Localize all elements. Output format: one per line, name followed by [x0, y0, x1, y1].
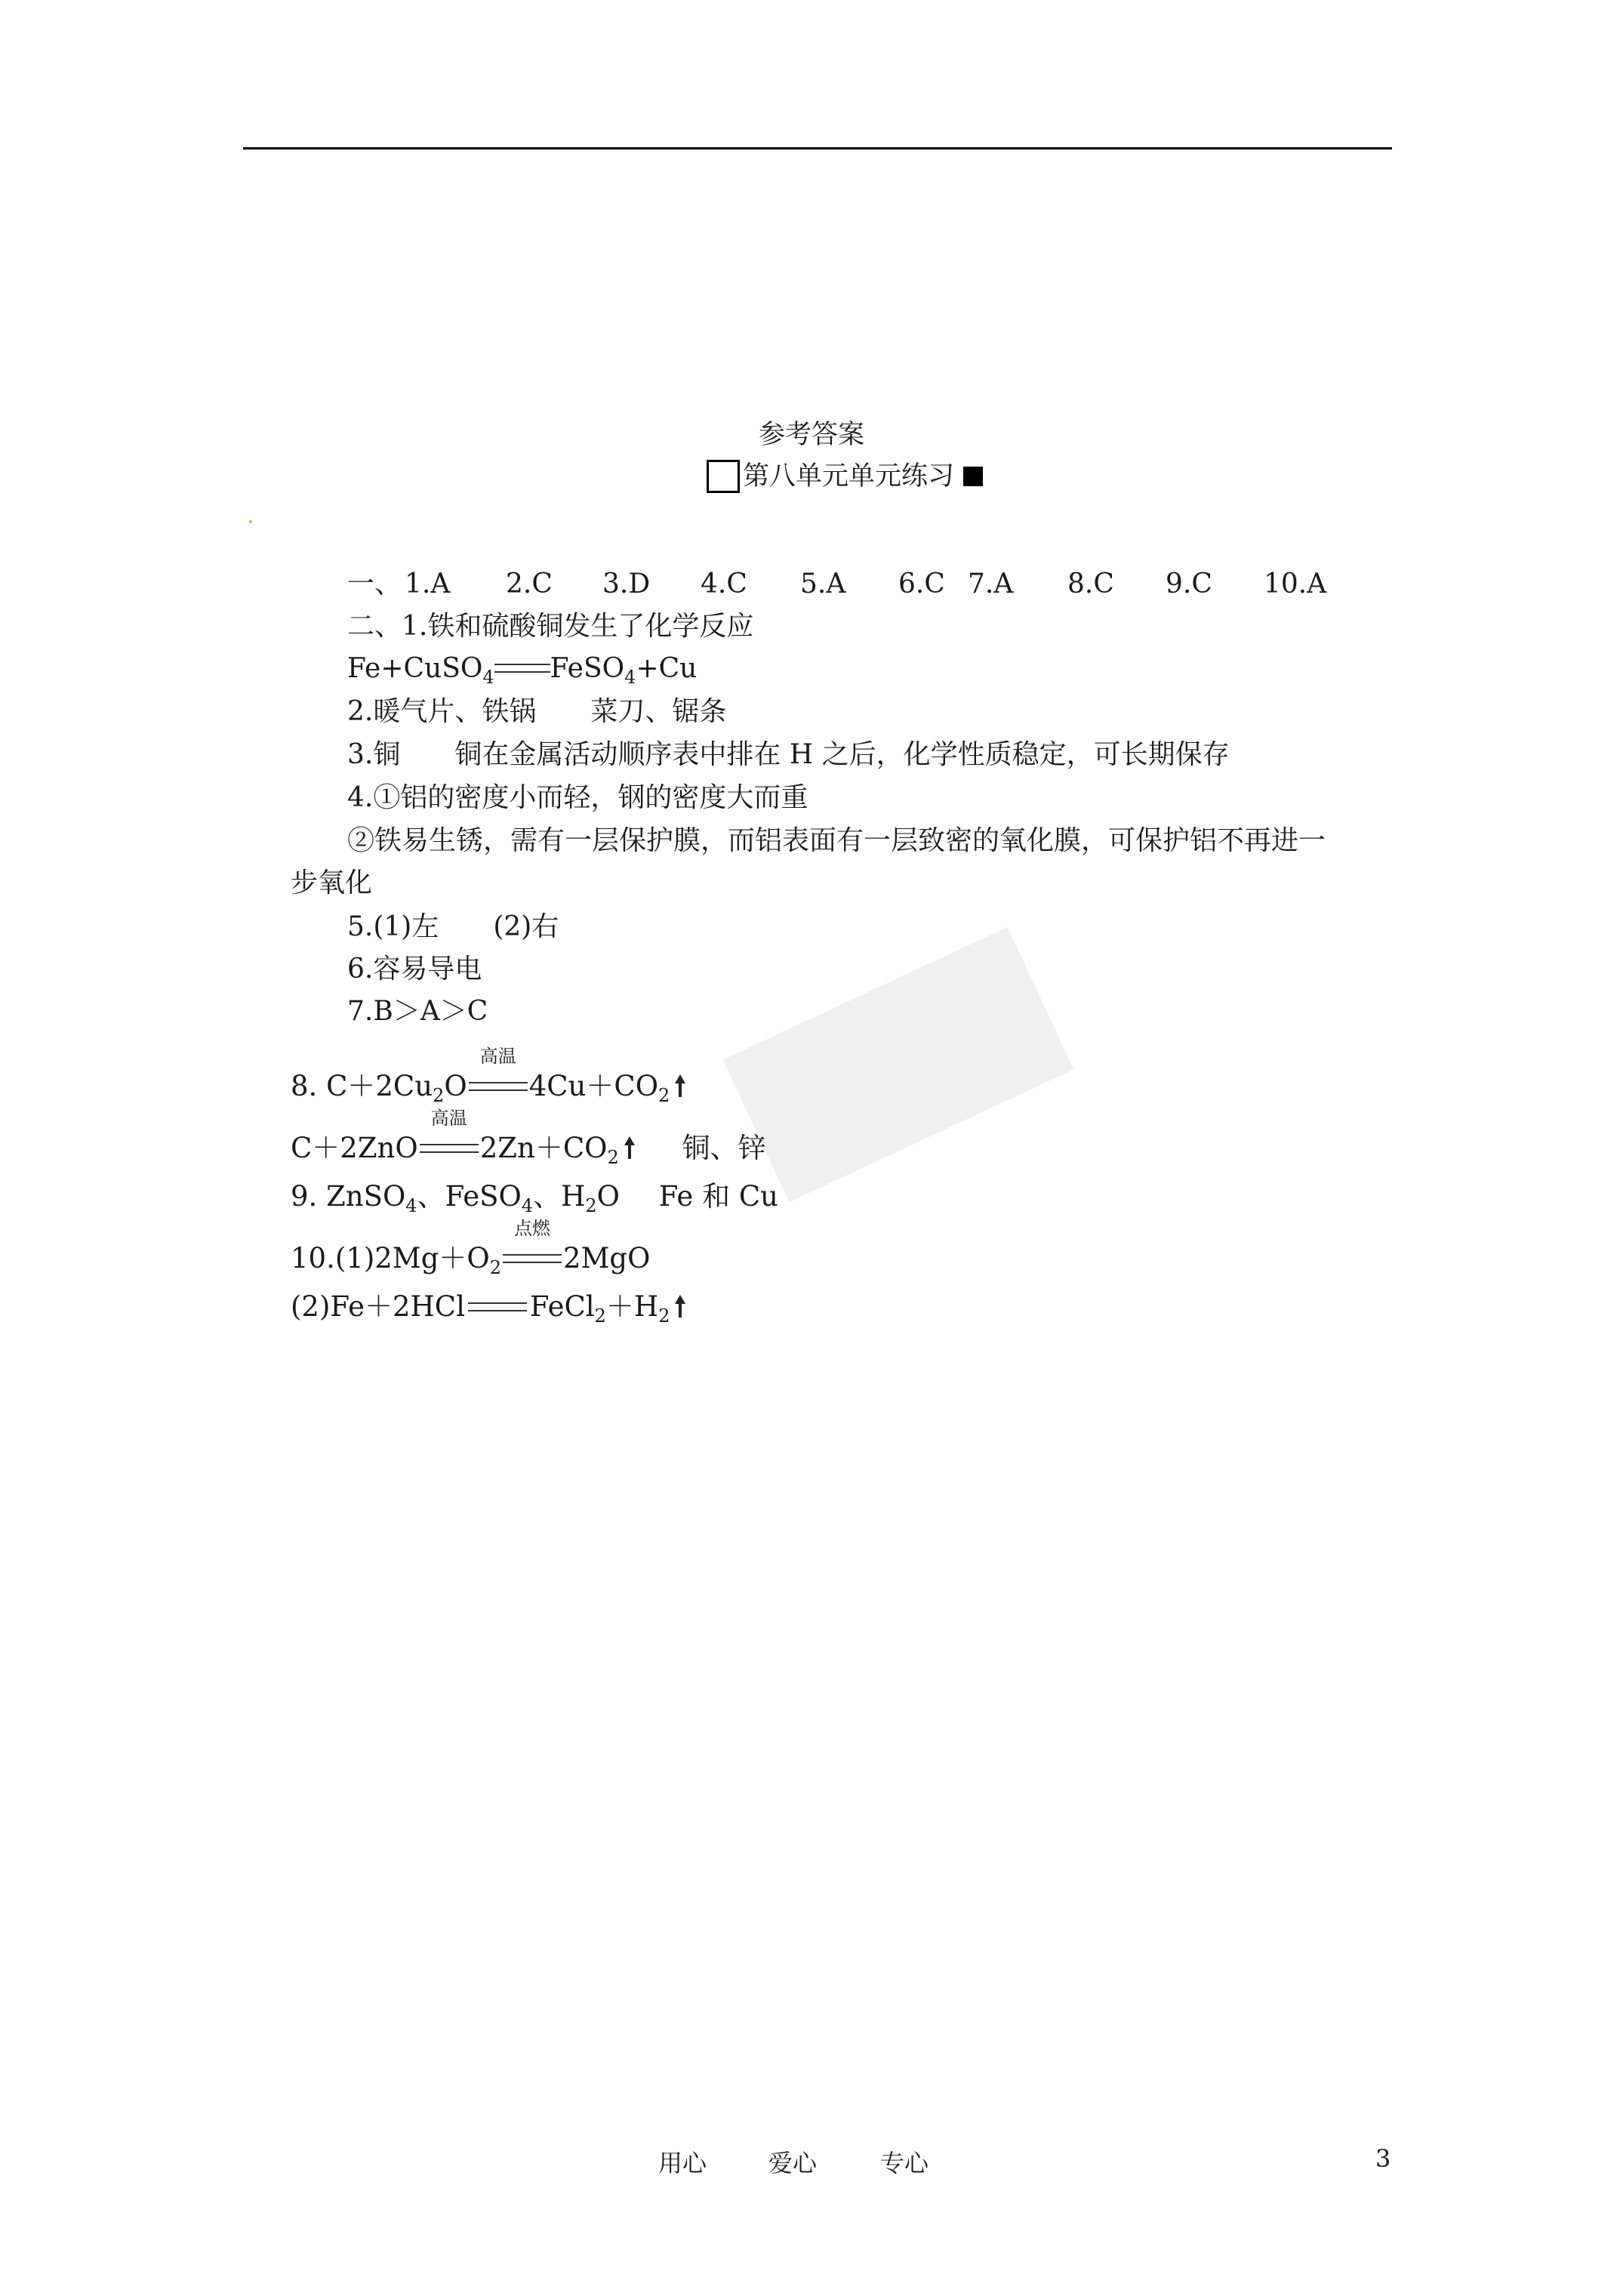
- eq-text: +Cu: [636, 653, 698, 684]
- footer-item: 专心: [880, 2149, 929, 2177]
- page-number: 3: [1375, 2144, 1391, 2173]
- condition-label: 高温: [430, 1108, 467, 1129]
- mc-answer: 7.A: [968, 569, 1014, 599]
- answer-2-10-2: [291, 1284, 686, 1327]
- mc-answer: 6.C: [898, 569, 945, 599]
- eq-text: 2Zn＋CO: [479, 1132, 608, 1164]
- eq-text: O: [444, 1070, 467, 1102]
- mc-answer: 9.C: [1166, 569, 1212, 599]
- eq-sub: 4: [405, 1195, 417, 1216]
- eq-sub: 4: [624, 667, 636, 688]
- equals-bar: [420, 1144, 479, 1153]
- mc-answer: 10.A: [1264, 569, 1327, 599]
- eq-text: 4Cu＋CO: [528, 1070, 659, 1102]
- eq-text: 、FeSO: [417, 1180, 522, 1213]
- eq-sub: 2: [607, 1147, 619, 1168]
- eq-text: 2MgO: [563, 1242, 651, 1274]
- eq-sub: 2: [489, 1257, 501, 1278]
- answer-2-2: 2.暖气片、铁锅 菜刀、锯条: [347, 696, 727, 727]
- eq-text: FeSO: [550, 653, 625, 684]
- equals-bar: [468, 1302, 527, 1311]
- mc-answer: 4.C: [701, 569, 747, 599]
- answer-2-6: 6.容易导电: [347, 954, 482, 985]
- answer-2-4a: 4.①铝的密度小而轻，钢的密度大而重: [347, 782, 808, 813]
- up-arrow-icon: [674, 1074, 686, 1097]
- eq-text: Fe+CuSO: [347, 653, 483, 684]
- answer-2-1-equation: [347, 652, 697, 694]
- eq-text: ＋H: [605, 1290, 659, 1323]
- answer-2-3: 3.铜 铜在金属活动顺序表中排在 H 之后，化学性质稳定，可长期保存: [347, 739, 1230, 770]
- page-subtitle: [707, 457, 983, 496]
- reaction-condition: [467, 1046, 529, 1102]
- eq-number: 9.: [291, 1180, 318, 1213]
- eq-text: Fe＋2HCl: [330, 1290, 465, 1323]
- eq-number: 8.: [291, 1070, 318, 1102]
- answer-2-4b-line2: 步氧化: [291, 868, 373, 898]
- answer-2-10-1: [291, 1218, 651, 1278]
- condition-label: 高温: [479, 1046, 516, 1067]
- mc-answer: 8.C: [1067, 569, 1114, 599]
- reaction-condition: [501, 1218, 563, 1274]
- eq-sub: 2: [594, 1305, 606, 1327]
- answer-2-5: 5.(1)左 (2)右: [347, 911, 559, 942]
- answer-2-9: [291, 1173, 778, 1216]
- answer-2-8-eq1: [291, 1046, 686, 1106]
- mc-answer: 5.A: [800, 569, 846, 599]
- eq-tail: Fe 和 Cu: [658, 1180, 778, 1213]
- up-arrow-icon: [624, 1136, 636, 1159]
- equals-bar: [469, 1082, 528, 1091]
- mc-answer: 2.C: [506, 569, 553, 599]
- eq-part: (1): [334, 1242, 375, 1274]
- eq-sub: 2: [433, 1085, 445, 1106]
- answer-2-8-eq2: [291, 1108, 766, 1168]
- equals-bar: [494, 664, 550, 673]
- decorative-dot: [249, 520, 252, 523]
- eq-text: 2Mg＋O: [374, 1242, 490, 1274]
- eq-text: C＋2ZnO: [291, 1132, 418, 1164]
- eq-number: 10.: [291, 1242, 335, 1274]
- eq-tail: 铜、锌: [682, 1132, 766, 1164]
- header-rule: [243, 147, 1392, 149]
- reaction-condition: [418, 1108, 480, 1164]
- up-arrow-icon: [674, 1295, 686, 1318]
- eq-sub: 4: [482, 667, 494, 688]
- footer-item: 爱心: [768, 2149, 818, 2177]
- eq-text: C＋2Cu: [326, 1070, 433, 1102]
- mc-answer: 3.D: [602, 569, 651, 599]
- eq-sub: 2: [585, 1195, 597, 1216]
- answer-2-4b-line1: ②铁易生锈，需有一层保护膜，而铝表面有一层致密的氧化膜，可保护铝不再进一: [347, 825, 1326, 856]
- eq-text: 、H: [533, 1180, 586, 1213]
- empty-square-icon: [707, 460, 740, 493]
- footer-item: 用心: [658, 2149, 707, 2177]
- answer-2-1: 二、1.铁和硫酸铜发生了化学反应: [347, 611, 754, 642]
- eq-text: O: [596, 1180, 620, 1213]
- page-title: 参考答案: [758, 420, 864, 450]
- eq-sub: 2: [658, 1085, 670, 1106]
- condition-label: 点燃: [514, 1218, 550, 1239]
- eq-part: (2): [291, 1290, 331, 1323]
- eq-text: ZnSO: [326, 1180, 406, 1213]
- eq-text: FeCl: [529, 1290, 595, 1323]
- eq-sub: 4: [521, 1195, 534, 1216]
- eq-sub: 2: [658, 1305, 670, 1327]
- mc-answer: 1.A: [405, 569, 451, 599]
- subtitle-text: 第八单元单元练习: [743, 461, 955, 492]
- section1-prefix: 一、: [347, 569, 402, 599]
- answer-2-7: 7.B＞A＞C: [347, 996, 488, 1027]
- filled-square-icon: [963, 467, 983, 486]
- equals-bar: [503, 1254, 562, 1263]
